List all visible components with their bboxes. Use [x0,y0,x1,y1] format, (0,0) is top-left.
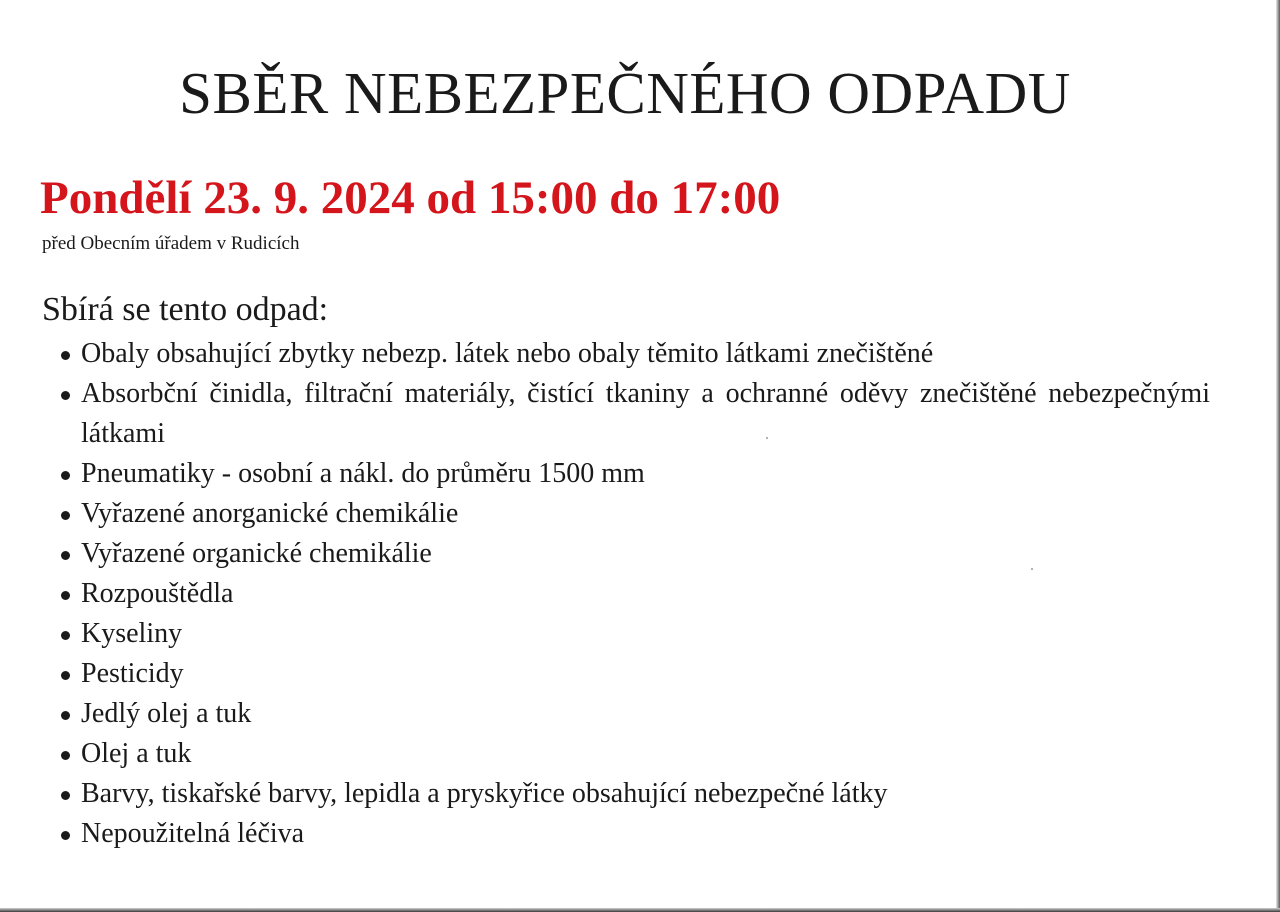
list-item-text: Jedlý olej a tuk [81,698,252,729]
bullet-icon [61,591,70,600]
scan-speck [766,437,768,439]
bullet-icon [61,831,70,840]
list-item-text: Nepoužitelná léčiva [81,818,305,849]
list-item-text: Olej a tuk [81,738,192,769]
list-item-text: Barvy, tiskařské barvy, lepidla a pryskyřice obsahující nebezpečné látky [81,778,888,809]
bullet-icon [61,551,70,560]
bullet-icon [61,511,70,520]
bullet-icon [61,791,70,800]
list-item-text: Vyřazené anorganické chemikálie [81,498,459,529]
bullet-icon [61,711,70,720]
list-item-text: Obaly obsahující zbytky nebezp. látek nebo obaly těmito látkami znečištěné [81,338,934,369]
scan-edge-bottom [0,908,1280,912]
list-item [60,654,1210,694]
notice-title: SBĚR NEBEZPEČNÉHO ODPADU [179,60,1071,126]
list-item [60,614,1210,654]
waste-list-heading: Sbírá se tento odpad: [42,291,329,328]
bullet-icon [61,351,70,360]
list-item [60,774,1210,814]
list-item [60,694,1210,734]
bullet-icon [61,751,70,760]
list-item [60,734,1210,774]
scan-edge-right [1276,0,1280,912]
scan-speck [1031,568,1033,570]
list-item-text: Pesticidy [81,658,184,689]
waste-list [60,334,1210,854]
list-item [60,494,1210,534]
bullet-icon [61,671,70,680]
list-item-text: Rozpouštědla [81,578,234,609]
list-item [60,574,1210,614]
list-item [60,334,1210,374]
collection-date-time: Pondělí 23. 9. 2024 od 15:00 do 17:00 [40,172,781,224]
list-item [60,374,1210,454]
list-item-text: Pneumatiky - osobní a nákl. do průměru 1500 mm [81,458,645,489]
list-item [60,814,1210,854]
bullet-icon [61,471,70,480]
bullet-icon [61,391,70,400]
list-item [60,534,1210,574]
list-item-text: Kyseliny [81,618,183,649]
list-item-text: Vyřazené organické chemikálie [81,538,432,569]
list-item [60,454,1210,494]
list-item-text: Absorbční činidla, filtrační materiály, čistící tkaniny a ochranné oděvy znečištěné nebezpečnými látkami [81,378,1210,449]
collection-location: před Obecním úřadem v Rudicích [42,233,300,254]
bullet-icon [61,631,70,640]
